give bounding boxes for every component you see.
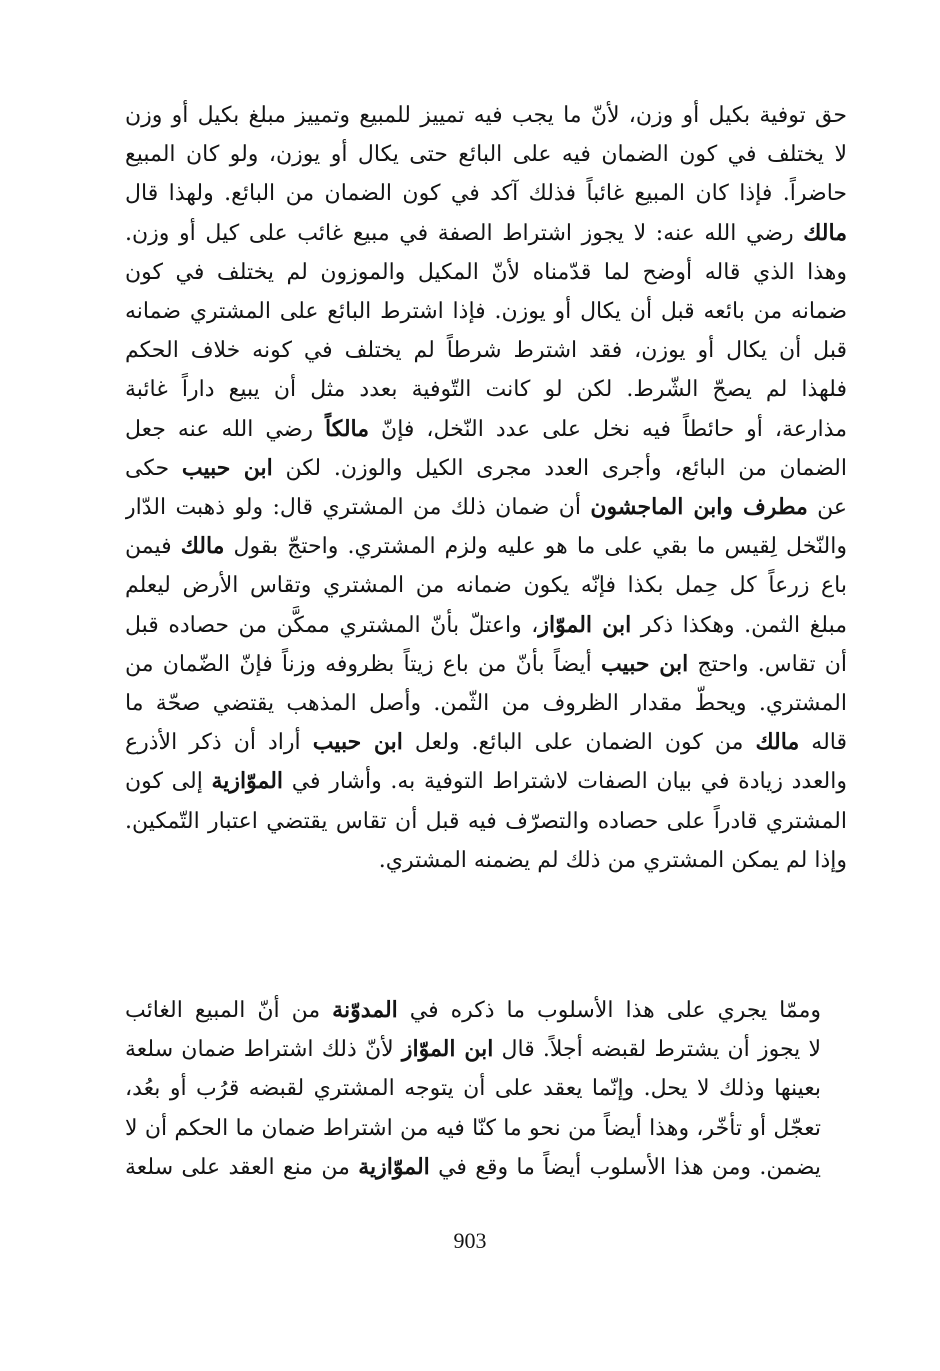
text-line <box>125 449 847 488</box>
text-line <box>125 410 847 449</box>
bold-name: المدوّنة <box>332 997 398 1023</box>
text-line <box>125 1148 847 1187</box>
text-run: ، واعتلّ بأنّ المشتري ممكَّن من حصاده قبل <box>125 612 539 638</box>
text-run: مبلغ الثمن. وهكذا ذكر <box>631 612 847 638</box>
text-line: ضمانه من بائعه قبل أن يكال أو يوزن. فإذا اشترط البائع على المشتري ضمانه <box>125 299 847 325</box>
text-line <box>125 762 847 801</box>
bold-name: مالك <box>803 219 847 246</box>
bold-name: ابن الموّاز <box>401 1036 494 1063</box>
bold-name: مالكاً <box>324 415 370 442</box>
text-run: إلى كون <box>125 769 212 795</box>
text-run: مذارعة، أو حائطاً فيه نخل على عدد النّخل، فإنّ <box>369 416 847 442</box>
text-line <box>125 991 847 1030</box>
text-run: والعدد زيادة في بيان الصفات لاشتراط التوفية به. وأشار في <box>283 769 847 795</box>
text-line <box>125 1030 847 1069</box>
bold-name: مالك <box>755 729 800 756</box>
text-run: عن <box>807 495 847 521</box>
text-run: لأنّ ذلك اشتراط ضمان سلعة <box>125 1037 402 1063</box>
text-run: رضي الله عنه جعل <box>125 416 325 442</box>
text-line <box>125 645 847 684</box>
text-line: قبل أن يكال أو يوزن، فقد اشترط شرطاً لم يختلف في كونه خلاف الحكم <box>125 338 847 364</box>
text-line: المشتري. ويحطّ مقدار الظروف من الثّمن. وأصل المذهب يقتضي صحّة ما <box>125 691 847 717</box>
text-run: أن ضمان ذلك من المشتري قال: ولو ذهبت الدّار <box>125 495 591 521</box>
text-run: والنّخل لِقيس ما بقي على ما هو عليه ولزم المشتري. واحتجّ بقول <box>224 534 847 560</box>
text-line <box>125 606 847 645</box>
text-run: قاله <box>799 730 847 756</box>
text-line: باع زرعاً كل حِمل بكذا فإنّه يكون ضمانه من المشتري وتقاس الأرض ليعلم <box>125 573 847 599</box>
text-line <box>125 488 847 527</box>
text-run: من أنّ المبيع الغائب <box>125 998 333 1023</box>
text-run: من كون الضمان على البائع. ولعل <box>402 730 756 756</box>
text-run: أيضاً بأنّ من باع زيتاً بظروفه وزناً فإنّ الضّمان من <box>125 651 601 677</box>
text-run: فيمن <box>125 534 181 560</box>
paragraph-1 <box>125 96 847 880</box>
text-line <box>125 214 847 253</box>
bold-name: الموّازية <box>358 1153 430 1180</box>
text-line: وهذا الذي قاله أوضح لما قدّمناه لأنّ المكيل والموزون لم يختلف في كون <box>125 259 847 285</box>
text-run: أن تقاس. واحتج <box>688 651 847 677</box>
text-line: لا يختلف في كون الضمان فيه على البائع حتى يكال أو يوزن، ولو كان المبيع <box>125 142 847 168</box>
text-line <box>125 723 847 762</box>
text-line: تعجّل أو تأخّر، وهذا أيضاً من نحو ما كنّا فيه من اشتراط ضمان ما الحكم أن لا <box>125 1115 821 1141</box>
text-line <box>125 527 847 566</box>
text-line: فلهذا لم يصحّ الشّرط. لكن لو كانت التّوفية بعدد مثل أن يبيع داراً غائبة <box>125 377 847 403</box>
bold-name: مالك <box>180 533 225 560</box>
bold-name: ابن حبيب <box>600 650 689 677</box>
text-line: حاضراً. فإذا كان المبيع غائباً فذلك آكد في كون الضمان من البائع. ولهذا قال <box>125 181 847 207</box>
bold-name: الموّازية <box>211 768 284 795</box>
bold-name: ابن الموّاز <box>538 611 632 638</box>
bold-name: ابن حبيب <box>181 454 273 481</box>
text-run: رضي الله عنه: لا يجوز اشتراط الصفة في مبيع غائب على كيل أو وزن. <box>125 220 804 246</box>
page-number: 903 <box>453 1228 487 1253</box>
text-run: يضمن. ومن هذا الأسلوب أيضاً ما وقع في <box>429 1154 821 1180</box>
text-line: بعينها وذلك لا يحل. وإنّما يعقد على أن يتوجه المشتري لقبضه قرُب أو بعُد، <box>125 1076 821 1102</box>
text-line: وإذا لم يمكن المشتري من ذلك لم يضمنه المشتري. <box>378 847 847 873</box>
text-run: لا يجوز أن يشترط لقبضه أجلاً. قال <box>493 1037 822 1063</box>
text-line: المشتري قادراً على حصاده والتصرّف فيه قبل أن تقاس يقتضي اعتبار التّمكين. <box>125 808 847 834</box>
text-run: وممّا يجري على هذا الأسلوب ما ذكره في <box>397 998 821 1023</box>
text-line: حق توفية بكيل أو وزن، لأنّ ما يجب فيه تمييز للمبيع وتمييز مبلغ بكيل أو وزن <box>125 103 847 128</box>
text-run: حكى <box>125 455 182 481</box>
bold-name: ابن حبيب <box>312 729 403 756</box>
bold-name: مطرف وابن الماجشون <box>590 494 808 521</box>
text-run: الضمان من البائع، وأجرى العدد مجرى الكيل والوزن. لكن <box>272 455 847 481</box>
text-run: أراد أن ذكر الأذرع <box>125 730 313 756</box>
paragraph-2 <box>125 991 847 1187</box>
text-run: من منع العقد على سلعة <box>125 1154 359 1180</box>
